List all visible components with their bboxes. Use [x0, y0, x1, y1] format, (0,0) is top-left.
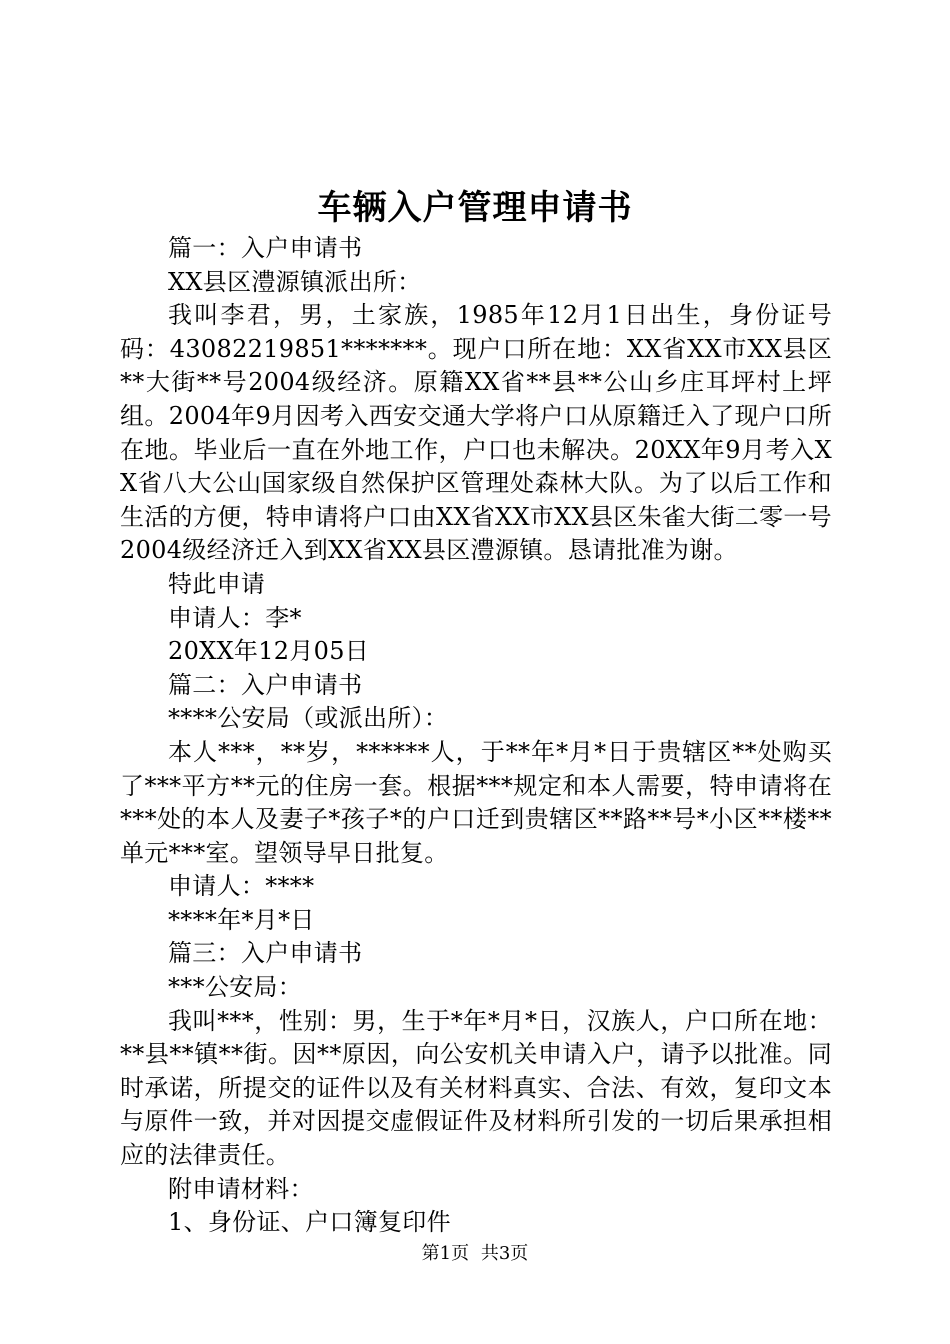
- page-number: 第1页: [421, 1243, 470, 1264]
- attachments-heading: 附申请材料：: [168, 1174, 314, 1203]
- body-paragraph-1: 我叫李君，男，土家族，1985年12月1日出生，身份证号码：43082219851*******。现户口所在地：XX省XX市XX县区**大街**号2004级经济。原籍XX省**县**公山乡庄耳坪村上坪组。2004年9月因考入西安交通大学将户口从原籍迁入了现户口所在地。毕业后一直在外地工作，户口也未解决。20XX年9月考入XX省八大公山国家级自然保护区管理处森林大队。为了以后工作和生活的方便，特申请将户口由XX省XX市XX县区朱雀大街二零一号2004级经济迁入到XX省XX县区澧源镇。恳请批准为谢。: [120, 301, 832, 565]
- page-total: 共3页: [480, 1243, 529, 1264]
- section-heading-2: 篇二：入户申请书: [168, 670, 363, 699]
- date-2: ****年*月*日: [168, 905, 315, 934]
- section-heading-1: 篇一：入户申请书: [168, 234, 363, 262]
- body-paragraph-3: 我叫***，性别：男，生于*年*月*日，汉族人，户口所在地：**县**镇**街。因**原因，向公安机关申请入户，请予以批准。同时承诺，所提交的证件以及有关材料真实、合法、有效，复印文本与原件一致，并对因提交虚假证件及材料所引发的一切后果承担相应的法律责任。: [120, 1006, 832, 1170]
- page-footer: [0, 1243, 950, 1265]
- body-paragraph-2: 本人***，**岁，******人，于**年*月*日于贵辖区**处购买了***平方**元的住房一套。根据***规定和本人需要，特申请将在***处的本人及妻子*孩子*的户口迁到贵辖区**路**号*小区**楼**单元***室。望领导早日批复。: [120, 737, 832, 867]
- attachment-item-1: 1、身份证、户口簿复印件: [168, 1208, 451, 1237]
- addressee-1: XX县区澧源镇派出所：: [168, 267, 422, 296]
- addressee-2: ****公安局（或派出所）：: [168, 704, 449, 733]
- document-body: [120, 232, 832, 1240]
- closing-1: 特此申请: [168, 569, 266, 598]
- document-title: 车辆入户管理申请书: [317, 188, 633, 228]
- applicant-2: 申请人：****: [168, 872, 315, 901]
- addressee-3: ***公安局：: [168, 973, 303, 1002]
- applicant-1: 申请人：李*: [168, 603, 302, 632]
- date-1: 20XX年12月05日: [168, 637, 370, 666]
- section-heading-3: 篇三：入户申请书: [168, 939, 363, 968]
